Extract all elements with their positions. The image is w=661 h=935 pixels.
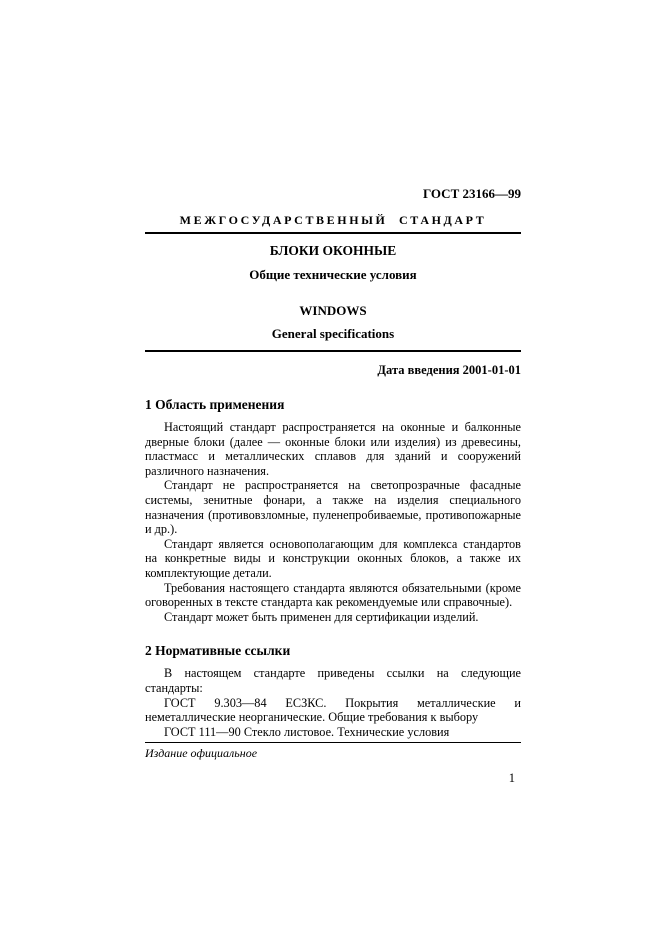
paragraph: ГОСТ 111—90 Стекло листовое. Технические условия (164, 724, 450, 739)
standard-type-heading: МЕЖГОСУДАРСТВЕННЫЙ СТАНДАРТ (179, 213, 487, 227)
effective-date: Дата введения 2001-01-01 (377, 363, 521, 377)
edition-note: Издание официальное (145, 746, 258, 761)
subtitle-russian: Общие технические условия (249, 267, 417, 282)
paragraph: Настоящий стандарт распространяется на оконные и балконные дверные блоки (далее — оконные блоки или изделия) из древесины, пластмасс и металлических сплавов для зданий и сооружений различного назначения. (145, 420, 521, 478)
section-heading-scope: 1 Область применения (145, 397, 285, 412)
footer-divider (145, 742, 521, 743)
title-english: WINDOWS (299, 303, 367, 318)
paragraph: В настоящем стандарте приведены ссылки на следующие стандарты: (145, 666, 521, 695)
paragraph: Стандарт может быть применен для сертификации изделий. (164, 609, 479, 624)
paragraph: ГОСТ 9.303—84 ЕСЗКС. Покрытия металлические и неметаллические неорганические. Общие требования к выбору (145, 695, 521, 725)
doc-code: ГОСТ 23166—99 (422, 186, 521, 201)
page-number: 1 (508, 771, 515, 786)
header-divider (145, 232, 521, 234)
section-heading-references: 2 Нормативные ссылки (145, 643, 291, 659)
subtitle-english: General specifications (271, 326, 395, 341)
paragraph: Требования настоящего стандарта являются обязательными (кроме оговоренных в тексте стандарта как рекомендуемые или справочные). (145, 580, 521, 610)
title-russian: БЛОКИ ОКОННЫЕ (269, 243, 397, 258)
title-divider (145, 350, 521, 352)
document-content (145, 186, 521, 786)
paragraph: Стандарт является основополагающим для комплекса стандартов на конкретные виды и конструкции оконных блоков, а также их комплектующие детали. (145, 536, 521, 580)
paragraph: Стандарт не распространяется на светопрозрачные фасадные системы, зенитные фонари, а также на изделия специального назначения (противовзломные, пуленепробиваемые, противопожарные и др.). (145, 478, 521, 537)
